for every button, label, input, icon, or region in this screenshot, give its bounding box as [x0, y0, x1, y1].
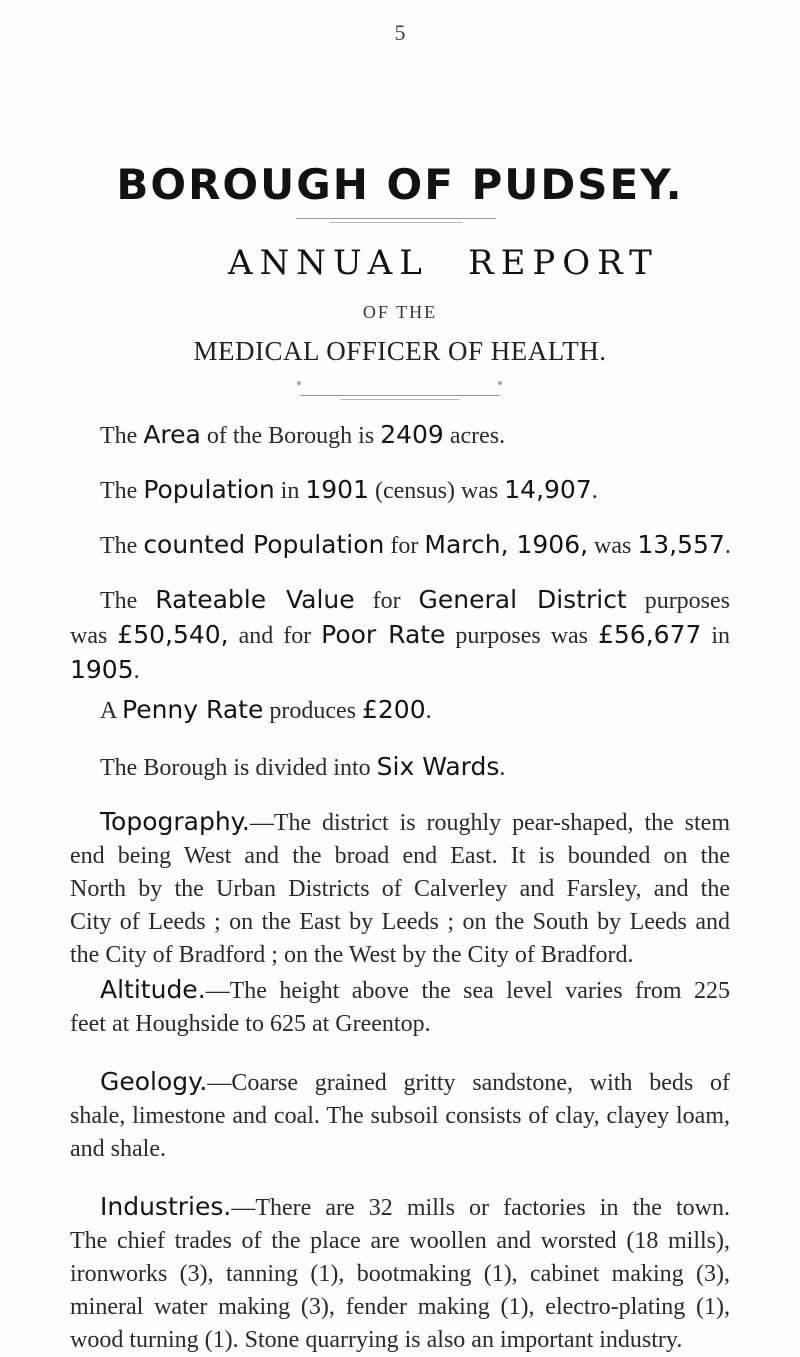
rateable-mid3: and for: [228, 623, 322, 649]
wards-term: Six Wards: [376, 752, 500, 781]
rateable-mid2: purposes: [626, 588, 731, 614]
top-divider: [296, 218, 496, 219]
industries-line3: ironworks (3), tanning (1), bootmaking (1), cabinet making (3),: [70, 1261, 730, 1287]
population-term: Population: [143, 475, 275, 504]
geology-line1: —Coarse grained gritty sandstone, with beds of: [207, 1070, 730, 1096]
topography-paragraph: [70, 805, 730, 972]
penny-mid: produces: [263, 698, 362, 724]
rateable-mid4: purposes was: [445, 623, 598, 649]
altitude-line1: —The height above the sea level varies from 225: [205, 978, 730, 1004]
area-mid: of the Borough is: [200, 423, 381, 449]
population-pre: The: [100, 478, 144, 504]
top-divider-inner: [330, 222, 462, 223]
geology-line2: shale, limestone and coal. The subsoil consists of clay, clayey loam,: [70, 1103, 730, 1129]
rateable-line2-pre: was: [70, 623, 118, 649]
page-number: 5: [394, 20, 406, 45]
rateable-term: Rateable Value: [155, 585, 355, 614]
penny-term: Penny Rate: [122, 695, 264, 724]
counted-pre: The: [100, 533, 144, 559]
altitude-paragraph: [70, 973, 730, 1041]
rateable-value-statement: [70, 583, 730, 688]
report-subtitle: MEDICAL OFFICER OF HEALTH.: [193, 336, 607, 366]
counted-mid2: was: [588, 533, 638, 559]
rateable-poor-rate: Poor Rate: [321, 620, 446, 649]
topography-line2: end being West and the broad end East. It is bounded on the: [70, 843, 730, 869]
area-term: Area: [143, 420, 201, 449]
counted-month: March, 1906,: [424, 530, 589, 559]
industries-term: Industries.: [100, 1192, 232, 1221]
penny-post: .: [425, 698, 432, 724]
bottom-divider-inner: [340, 399, 460, 400]
topography-line1: —The district is roughly pear-shaped, the stem: [249, 810, 730, 836]
population-value: 14,907: [504, 475, 592, 504]
area-statement: [70, 418, 730, 453]
rateable-mid1: for: [354, 588, 419, 614]
counted-value: 13,557: [637, 530, 725, 559]
counted-post: .: [724, 533, 731, 559]
industries-line2: The chief trades of the place are woollen and worsted (18 mills),: [70, 1228, 730, 1254]
industries-line1: —There are 32 mills or factories in the town.: [231, 1195, 730, 1221]
report-heading-annual: ANNUAL: [228, 243, 429, 283]
population-statement: [70, 473, 730, 508]
rateable-post: .: [133, 658, 140, 684]
population-mid2: (census) was: [368, 478, 505, 504]
rateable-mid5: in: [701, 623, 731, 649]
topography-line5: the City of Bradford ; on the West by the City of Bradford.: [70, 942, 634, 968]
population-mid1: in: [274, 478, 306, 504]
topography-term: Topography.: [100, 807, 250, 836]
bottom-divider: [300, 395, 500, 396]
ornament-dot: [498, 381, 502, 385]
report-heading-report: REPORT: [468, 243, 659, 283]
altitude-term: Altitude.: [100, 975, 206, 1004]
rateable-general-district: General District: [418, 585, 627, 614]
geology-term: Geology.: [100, 1067, 208, 1096]
rateable-pre: The: [100, 588, 156, 614]
counted-term: counted Population: [143, 530, 385, 559]
of-the-label: OF THE: [362, 302, 438, 322]
rateable-year: 1905: [70, 655, 134, 684]
geology-line3: and shale.: [70, 1136, 166, 1162]
wards-pre: The Borough is divided into: [100, 755, 377, 781]
penny-value: £200: [361, 695, 426, 724]
area-value: 2409: [380, 420, 444, 449]
penny-rate-statement: [70, 693, 730, 728]
wards-statement: [70, 750, 730, 785]
topography-line3: North by the Urban Districts of Calverley and Farsley, and the: [70, 876, 730, 902]
counted-mid1: for: [384, 533, 425, 559]
wards-post: .: [499, 755, 506, 781]
penny-pre: A: [100, 698, 123, 724]
area-pre: The: [100, 423, 144, 449]
counted-population-statement: [70, 528, 730, 563]
geology-paragraph: [70, 1065, 730, 1166]
altitude-line2: feet at Houghside to 625 at Greentop.: [70, 1011, 431, 1037]
industries-line4: mineral water making (3), fender making (1), electro-plating (1),: [70, 1294, 730, 1320]
rateable-poor-value: £56,677: [598, 620, 702, 649]
industries-line5: wood turning (1). Stone quarrying is also an important industry.: [70, 1327, 683, 1353]
rateable-general-value: £50,540,: [117, 620, 229, 649]
population-post: .: [591, 478, 598, 504]
topography-line4: City of Leeds ; on the East by Leeds ; on the South by Leeds and: [70, 909, 730, 935]
ornament-dot: [297, 381, 301, 385]
page-title: BOROUGH OF PUDSEY.: [116, 160, 684, 209]
area-post: acres.: [443, 423, 506, 449]
population-year: 1901: [305, 475, 369, 504]
industries-paragraph: [70, 1190, 730, 1357]
